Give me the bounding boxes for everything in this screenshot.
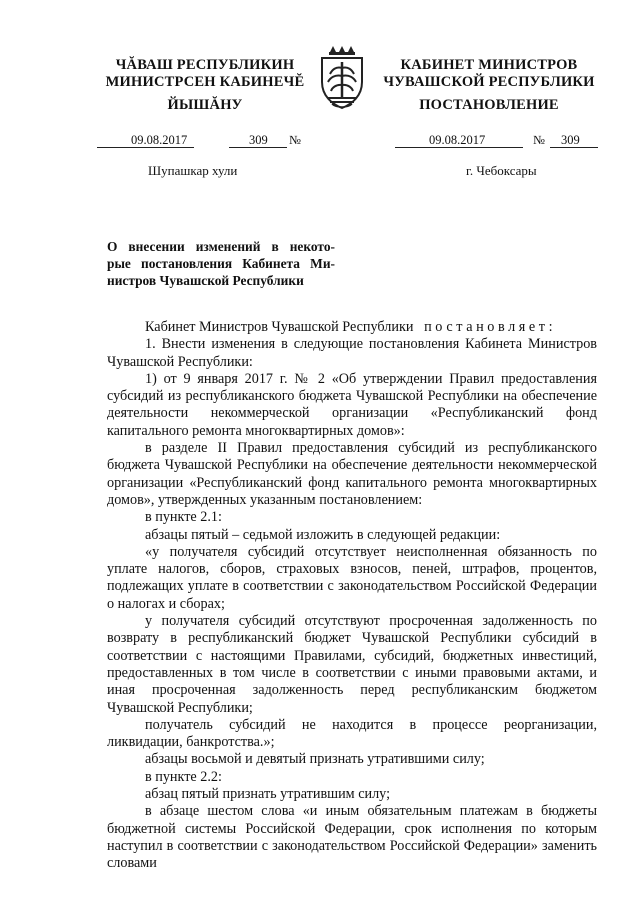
place-russian: г. Чебоксары [466, 163, 537, 178]
body-paragraph: 1) от 9 января 2017 г. № 2 «Об утверждении Правил предоставления субсидий из республиканского бюджета Чувашской Республики на обеспечение деятельности некоммерческой организации «Республиканский фонд капитального ремонта многоквартирных домов»: [107, 370, 597, 439]
title-line1: О внесении изменений в некото- [107, 239, 335, 254]
right-number: 309 [561, 133, 580, 147]
right-date: 09.08.2017 [429, 133, 486, 147]
left-number-underline [229, 147, 287, 148]
body-paragraph: абзацы восьмой и девятый признать утратившими силу; [145, 751, 485, 768]
header-left-org [102, 57, 308, 91]
header-right-line2: ЧУВАШСКОЙ РЕСПУБЛИКИ [383, 74, 595, 90]
right-number-underline [550, 147, 598, 148]
body-paragraph: в разделе II Правил предоставления субсидий из республиканского бюджета Чувашской Республики на обеспечение деятельности некоммерческой организации «Республиканский фонд капитального ремонта многоквартирных домов», утвержденных указанным постановлением: [107, 440, 597, 508]
header-left-doctype: ЙЫШĂНУ [167, 97, 243, 113]
right-date-underline [395, 147, 523, 148]
body-paragraph: получатель субсидий не находится в процессе реорганизации, ликвидации, банкротства.»; [107, 716, 597, 751]
body-paragraph: абзацы пятый – седьмой изложить в следующей редакции: [145, 526, 501, 543]
title-line3: нистров Чувашской Республики [107, 273, 304, 288]
place-chuvash: Шупашкар хули [148, 163, 238, 178]
header-left-line1: ЧĂВАШ РЕСПУБЛИКИН [115, 57, 295, 73]
right-number-sign: № [533, 133, 545, 147]
header-right-doctype: ПОСТАНОВЛЕНИЕ [419, 97, 559, 113]
document-title [107, 238, 335, 289]
header-right-org [378, 57, 600, 91]
header-right-line1: КАБИНЕТ МИНИСТРОВ [400, 57, 578, 73]
left-number-sign: № [289, 133, 301, 147]
coat-of-arms-icon [316, 44, 368, 112]
document-body [107, 319, 597, 873]
header-left-line2: МИНИСТРСЕН КАБИНЕЧĔ [105, 74, 305, 90]
body-paragraph: в пункте 2.1: [145, 509, 222, 526]
left-date: 09.08.2017 [131, 133, 188, 147]
body-paragraph: «у получателя субсидий отсутствует неисполненная обязанность по уплате налогов, сборов, страховых взносов, пеней, штрафов, процентов, подлежащих уплате в соответствии с законодательством Российской Федерации о налогах и сборах; [107, 543, 597, 612]
body-paragraph: у получателя субсидий отсутствуют просроченная задолженность по возврату в республиканский бюджет Чувашской Республики субсидий в соответствии с настоящими Правилами, субсидий, бюджетных инвестиций, предоставленных в том числе в соответствии с иными правовыми актами, и иная просроченная задолженность перед республиканским бюджетом Чувашской Республики; [107, 613, 597, 716]
body-intro-lead: Кабинет Министров Чувашской Республики [145, 319, 414, 335]
body-paragraph: абзац пятый признать утратившим силу; [145, 786, 391, 803]
body-paragraph: в абзаце шестом слова «и иным обязательным платежам в бюджеты бюджетной системы Российской Федерации, срок исполнения по которым наступил в соответствии с законодательством Российской Федерации» заменить словами [107, 803, 597, 872]
left-number: 309 [249, 133, 268, 147]
title-line2: рые постановления Кабинета Ми- [107, 256, 335, 271]
body-paragraph: 1. Внести изменения в следующие постановления Кабинета Министров Чувашской Республики: [107, 336, 597, 370]
left-date-underline [97, 147, 194, 148]
body-paragraph: в пункте 2.2: [145, 768, 222, 785]
body-intro [107, 319, 597, 336]
body-intro-resolves: постановляет: [424, 319, 557, 335]
coat-of-arms-emblem [316, 44, 368, 112]
